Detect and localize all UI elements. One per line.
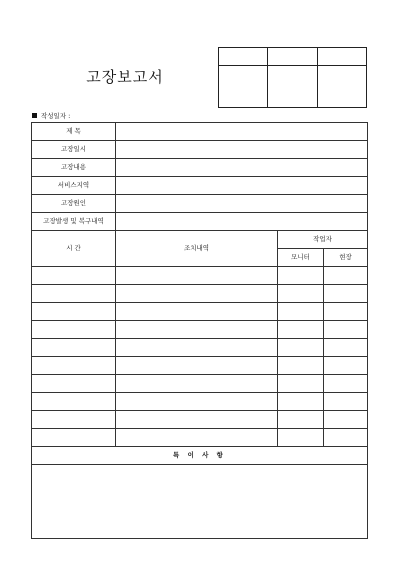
log-action-cell[interactable] bbox=[116, 267, 278, 285]
remarks-field[interactable] bbox=[32, 465, 368, 539]
approval-header-cell bbox=[317, 48, 366, 66]
log-monitor-cell[interactable] bbox=[278, 411, 324, 429]
log-action-cell[interactable] bbox=[116, 339, 278, 357]
monitor-header: 모니터 bbox=[278, 249, 324, 267]
log-row bbox=[32, 411, 368, 429]
log-time-cell[interactable] bbox=[32, 375, 116, 393]
approval-signature-box bbox=[218, 47, 367, 108]
square-bullet-icon bbox=[32, 113, 37, 118]
log-monitor-cell[interactable] bbox=[278, 285, 324, 303]
subject-field[interactable] bbox=[116, 123, 368, 141]
log-action-cell[interactable] bbox=[116, 285, 278, 303]
service-area-field[interactable] bbox=[116, 177, 368, 195]
log-field-cell[interactable] bbox=[324, 339, 368, 357]
log-action-cell[interactable] bbox=[116, 429, 278, 447]
log-time-cell[interactable] bbox=[32, 411, 116, 429]
recovery-row bbox=[32, 213, 368, 231]
log-monitor-cell[interactable] bbox=[278, 339, 324, 357]
log-time-cell[interactable] bbox=[32, 393, 116, 411]
time-header: 시 간 bbox=[32, 231, 116, 267]
cause-row bbox=[32, 195, 368, 213]
log-monitor-cell[interactable] bbox=[278, 357, 324, 375]
log-row bbox=[32, 357, 368, 375]
subject-row bbox=[32, 123, 368, 141]
log-row bbox=[32, 267, 368, 285]
log-time-cell[interactable] bbox=[32, 285, 116, 303]
log-row bbox=[32, 321, 368, 339]
recovery-label: 고장발생 및 복구내역 bbox=[32, 213, 116, 231]
recovery-field[interactable] bbox=[116, 213, 368, 231]
field-header: 현장 bbox=[324, 249, 368, 267]
cause-field[interactable] bbox=[116, 195, 368, 213]
page-title: 고장보고서 bbox=[86, 68, 164, 86]
log-monitor-cell[interactable] bbox=[278, 267, 324, 285]
log-field-cell[interactable] bbox=[324, 321, 368, 339]
content-row bbox=[32, 159, 368, 177]
remarks-header-row bbox=[32, 447, 368, 465]
log-field-cell[interactable] bbox=[324, 411, 368, 429]
log-time-cell[interactable] bbox=[32, 303, 116, 321]
log-header-row bbox=[32, 231, 368, 249]
log-row bbox=[32, 303, 368, 321]
log-row bbox=[32, 285, 368, 303]
log-row bbox=[32, 339, 368, 357]
written-date bbox=[32, 111, 70, 120]
report-form bbox=[31, 122, 368, 539]
log-action-cell[interactable] bbox=[116, 321, 278, 339]
approval-signature-cell[interactable] bbox=[219, 66, 268, 108]
service-area-row bbox=[32, 177, 368, 195]
log-row bbox=[32, 393, 368, 411]
approval-header-cell bbox=[268, 48, 317, 66]
written-date-label: 작성일자 : bbox=[41, 112, 71, 120]
log-field-cell[interactable] bbox=[324, 393, 368, 411]
log-field-cell[interactable] bbox=[324, 429, 368, 447]
approval-header-cell bbox=[219, 48, 268, 66]
log-action-cell[interactable] bbox=[116, 357, 278, 375]
log-monitor-cell[interactable] bbox=[278, 303, 324, 321]
log-time-cell[interactable] bbox=[32, 357, 116, 375]
log-action-cell[interactable] bbox=[116, 393, 278, 411]
approval-signature-cell[interactable] bbox=[268, 66, 317, 108]
approval-signature-cell[interactable] bbox=[317, 66, 366, 108]
datetime-label: 고장일시 bbox=[32, 141, 116, 159]
log-monitor-cell[interactable] bbox=[278, 393, 324, 411]
log-action-cell[interactable] bbox=[116, 411, 278, 429]
log-monitor-cell[interactable] bbox=[278, 321, 324, 339]
log-field-cell[interactable] bbox=[324, 303, 368, 321]
log-field-cell[interactable] bbox=[324, 375, 368, 393]
worker-header: 작업자 bbox=[278, 231, 368, 249]
log-time-cell[interactable] bbox=[32, 339, 116, 357]
content-field[interactable] bbox=[116, 159, 368, 177]
log-row bbox=[32, 375, 368, 393]
datetime-field[interactable] bbox=[116, 141, 368, 159]
log-field-cell[interactable] bbox=[324, 267, 368, 285]
log-time-cell[interactable] bbox=[32, 429, 116, 447]
content-label: 고장내용 bbox=[32, 159, 116, 177]
action-header: 조치내역 bbox=[116, 231, 278, 267]
service-area-label: 서비스지역 bbox=[32, 177, 116, 195]
cause-label: 고장원인 bbox=[32, 195, 116, 213]
log-row bbox=[32, 429, 368, 447]
log-action-cell[interactable] bbox=[116, 375, 278, 393]
log-time-cell[interactable] bbox=[32, 267, 116, 285]
log-field-cell[interactable] bbox=[324, 357, 368, 375]
remarks-label: 특 이 사 항 bbox=[32, 447, 368, 465]
remarks-row bbox=[32, 465, 368, 539]
log-action-cell[interactable] bbox=[116, 303, 278, 321]
log-time-cell[interactable] bbox=[32, 321, 116, 339]
log-monitor-cell[interactable] bbox=[278, 375, 324, 393]
log-monitor-cell[interactable] bbox=[278, 429, 324, 447]
subject-label: 제 목 bbox=[32, 123, 116, 141]
log-field-cell[interactable] bbox=[324, 285, 368, 303]
datetime-row bbox=[32, 141, 368, 159]
